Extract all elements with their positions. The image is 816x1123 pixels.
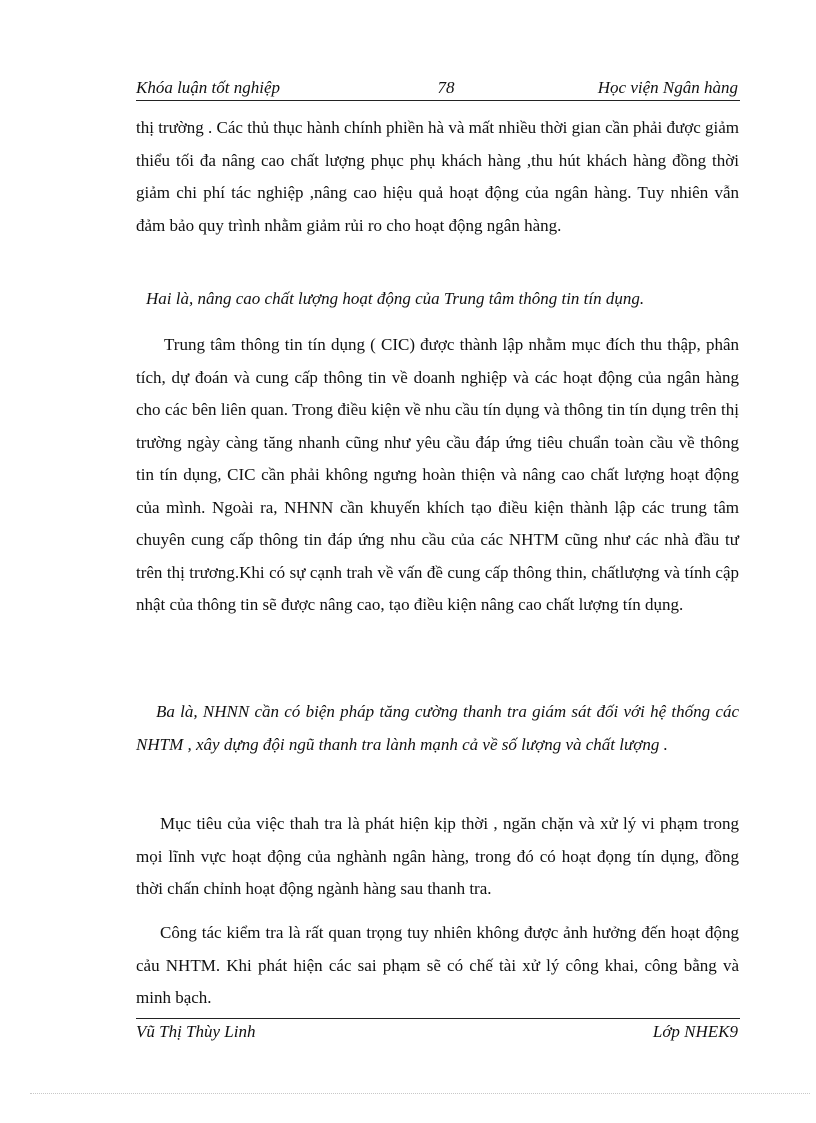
section-heading-2: Hai là, nâng cao chất lượng hoạt động của Trung tâm thông tin tín dụng. bbox=[146, 289, 645, 308]
header-thesis-label: Khóa luận tốt nghiệp bbox=[136, 78, 281, 97]
page-bottom-divider bbox=[30, 1093, 810, 1094]
footer-rule bbox=[136, 1018, 740, 1019]
page-number: 78 bbox=[437, 78, 455, 97]
body-paragraph: Công tác kiểm tra là rất quan trọng tuy nhiên không được ảnh hưởng đến hoạt động cảu NHTM. Khi phát hiện các sai phạm sẽ có chế tài xử lý công khai, công bằng và minh bạch. bbox=[136, 923, 739, 1007]
section-heading-3: Ba là, NHNN cần có biện pháp tăng cường thanh tra giám sát đối với hệ thống các NHTM , xây dựng đội ngũ thanh tra lành mạnh cả về số lượng và chất lượng . bbox=[136, 702, 739, 754]
footer-class: Lớp NHEK9 bbox=[652, 1022, 738, 1041]
page-footer bbox=[136, 1022, 740, 1046]
body-paragraph: Mục tiêu của việc thah tra là phát hiện kịp thời , ngăn chặn và xử lý vi phạm trong mọi lĩnh vực hoạt động của nghành ngân hàng, trong đó có hoạt đọng tín dụng, đồng thời chấn chỉnh hoạt động ngành hàng sau thanh tra. bbox=[136, 814, 739, 898]
body-paragraph: thị trường . Các thủ thục hành chính phiền hà và mất nhiều thời gian cần phải được giảm thiểu tối đa nâng cao chất lượng phục phụ khách hàng ,thu hút khách hàng đồng thời giảm chi phí tác nghiệp ,nâng cao hiệu quả hoạt động của ngân hàng. Tuy nhiên vẫn đảm bảo quy trình nhằm giảm rủi ro cho hoạt động ngân hàng. bbox=[136, 118, 739, 235]
body-paragraph: Trung tâm thông tin tín dụng ( CIC) được thành lập nhằm mục đích thu thập, phân tích, dự đoán và cung cấp thông tin về doanh nghiệp và các hoạt động của ngân hàng cho các bên liên quan. Trong điều kiện về nhu cầu tín dụng và thông tin tín dụng trên thị trường ngày càng tăng nhanh cũng như yêu cầu đáp ứng tiêu chuẩn toàn cầu về thông tin tín dụng, CIC cần phải không ngưng hoàn thiện và nâng cao chất lượng hoạt động của mình. Ngoài ra, NHNN cần khuyến khích tạo điều kiện thành lập các trung tâm chuyên cung cấp thông tin đáp ứng nhu cầu của các NHTM cũng như các nhà đầu tư trên thị trương.Khi có sự cạnh trah về vấn đề cung cấp thông thin, chấtlượng và tính cập nhật của thông tin sẽ được nâng cao, tạo điều kiện nâng cao chất lượng tín dụng. bbox=[136, 335, 739, 614]
header-institution: Học viện Ngân hàng bbox=[597, 78, 738, 97]
footer-author: Vũ Thị Thùy Linh bbox=[136, 1022, 256, 1041]
page-header bbox=[136, 76, 740, 101]
